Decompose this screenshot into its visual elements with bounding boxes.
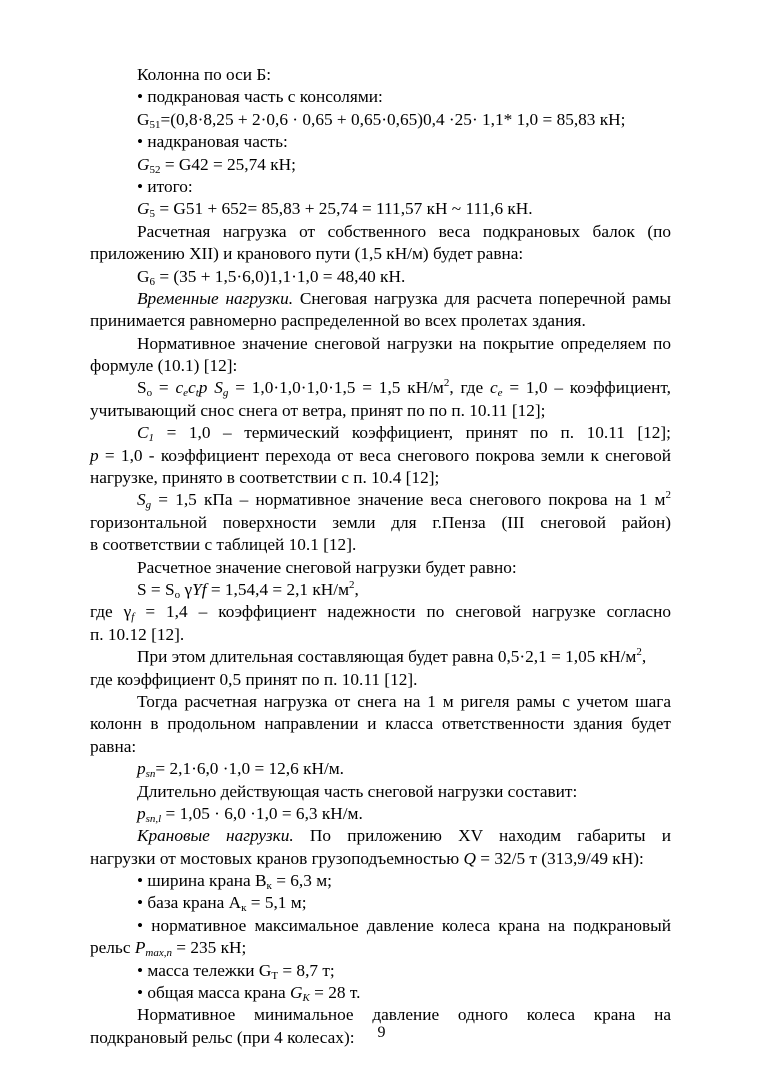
text-line: Тогда расчетная нагрузка от снега на 1 м ригеля рамы с учетом шага	[137, 691, 671, 711]
text-line: $C_1 = 1,0$ – термический коэффициент, принят по п. 10.11 [12];	[137, 423, 671, 445]
bullet-item: • ширина крана $В_к = 6,3$ м;	[90, 870, 671, 892]
text-line: Временные нагрузки. Снеговая нагрузка для расчета поперечной рамы	[137, 288, 672, 308]
text-line: п. 10.12 [12].	[90, 624, 185, 644]
text-line: При этом длительная составляющая будет равна 0,5·2,1 = 1,05 $кН/м^2$,	[137, 646, 647, 667]
text-line: нагрузке, принято в соответствии с п. 10.4 [12];	[90, 468, 440, 488]
text-line: p = 1,0 - коэффициент перехода от веса снегового покрова земли к снеговой	[90, 445, 671, 465]
formula-line: $G_{52} = G42 = 25,74$ кН;	[137, 154, 296, 176]
formula-line: $G_6 = (35 + 1,5\cdot 6,0)1,1\cdot 1,0 = 48,40$ кН.	[137, 266, 406, 288]
bullet-item: • надкрановая часть:	[90, 131, 671, 153]
bullet-item: • нормативное максимальное давление колеса крана на подкрановый	[90, 915, 671, 937]
text-line: $S_g = 1,5$ кПа – нормативное значение веса снегового покрова на 1 $м^2$	[137, 489, 671, 512]
formula-line: $G_5 = G51 + 652= 85,83 + 25,74 = 111,57$ кН ~ 111,6 кН.	[137, 199, 533, 221]
bullet-item: • общая масса крана $G_K = 28$ т.	[90, 982, 671, 1004]
text-line: нагрузки от мостовых кранов грузоподъемностью Q = 32/5 т (313,9/49 кН):	[90, 848, 644, 868]
text-line: принимается равномерно распределенной во всех пролетах здания.	[90, 311, 586, 331]
bullet-item: • итого:	[90, 176, 671, 198]
page-number: 9	[377, 1024, 386, 1041]
text-line: подкрановый рельс (при 4 колесах):	[90, 1027, 355, 1047]
bullet-item: • подкрановая часть с консолями:	[90, 86, 671, 108]
bullet-item: • масса тележки $G_Т = 8,7$ т;	[90, 960, 671, 982]
text-line: равна:	[90, 736, 137, 756]
bullet-item: • база крана $А_к = 5,1$ м;	[90, 892, 671, 914]
document-page	[90, 64, 671, 1049]
text-line: Крановые нагрузки. По приложению XV находим габариты и	[137, 826, 671, 846]
text-line: Расчетная нагрузка от собственного веса подкрановых балок (по	[137, 221, 671, 241]
text-line: Нормативное минимальное давление одного колеса крана на	[137, 1005, 671, 1025]
text-line: Колонна по оси Б:	[137, 65, 272, 84]
text-line: Нормативное значение снеговой нагрузки на покрытие определяем по	[137, 333, 671, 353]
formula-line: $S = S_o$ γYf = 1,54,4 = 2,1 $кН/м^2$,	[137, 578, 359, 601]
text-line: горизонтальной поверхности земли для г.Пенза (III снеговой район)	[90, 512, 671, 532]
formula-line: $G_{51}=(0,8\cdot 8,25 + 2\cdot 0,6 \cdot 0,65 + 0,65\cdot 0,65)0,4 \cdot 25\cdot 1,1*$ 1,0 = 85,83 кН;	[137, 109, 626, 131]
text-line: учитывающий снос снега от ветра, принят по по п. 10.11 [12];	[90, 400, 546, 420]
formula-line: $p_{sn,l} = 1,05 \cdot 6,0 \cdot 1,0 = 6,3$ кН/м.	[137, 803, 363, 825]
text-line: где $\gamma_f = 1,4$ – коэффициент надежности по снеговой нагрузке согласно	[90, 602, 671, 624]
text-line: рельс $P_{max,n} = 235$ кН;	[90, 938, 247, 960]
formula-line: $p_{sn}= 2,1\cdot 6,0 \cdot 1,0 = 12,6$ кН/м.	[137, 759, 345, 781]
text-line: в соответствии с таблицей 10.1 [12].	[90, 535, 357, 555]
text-line: приложению XII) и кранового пути (1,5 кН/м) будет равна:	[90, 244, 524, 264]
text-line: формуле (10.1) [12]:	[90, 356, 238, 376]
text-line: Длительно действующая часть снеговой нагрузки составит:	[137, 781, 578, 801]
formula-line: $S_o = c_ec_tp$ $S_g = 1,0\cdot 1,0\cdot 1,0\cdot 1,5 = 1,5$ $кН/м^2$, где $c_e = 1,0$ – коэффициент,	[137, 377, 671, 400]
text-line: где коэффициент 0,5 принят по п. 10.11 [12].	[90, 669, 418, 689]
text-line: колонн в продольном направлении и класса ответственности здания будет	[90, 714, 671, 734]
text-line: Расчетное значение снеговой нагрузки будет равно:	[137, 557, 517, 577]
